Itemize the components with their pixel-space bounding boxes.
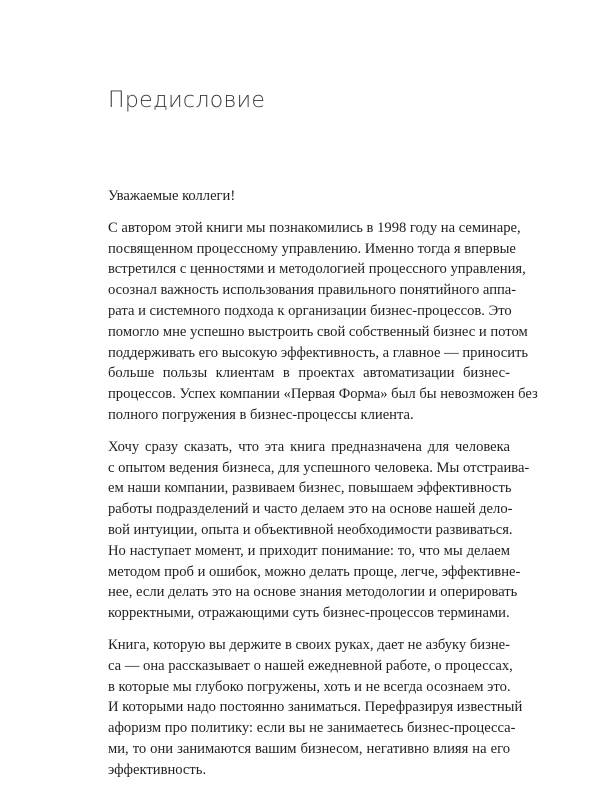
text-line: вой интуиции, опыта и объективной необходимости развиваться.	[108, 521, 513, 538]
text-line: са — она рассказывает о нашей ежедневной работе, о процессах,	[108, 657, 513, 674]
text-line: С автором этой книги мы познакомились в 1998 году на семинаре,	[108, 219, 521, 236]
text-line: встретился с ценностями и методологией процессного управления,	[108, 261, 526, 278]
text-line: Хочу сразу сказать, что эта книга предназначена для человека	[108, 438, 510, 455]
greeting: Уважаемые коллеги!	[108, 188, 236, 204]
text-line: работы подразделений и часто делаем это на основе нашей дело-	[108, 501, 513, 518]
text-line: корректными, отражающими суть бизнес-процессов терминами.	[108, 605, 510, 622]
foreword-body	[108, 186, 538, 792]
text-line: в которые мы глубоко погружены, хоть и не всегда осознаем это.	[108, 678, 511, 695]
text-line: Но наступает момент, и приходит понимание: то, что мы делаем	[108, 542, 510, 559]
chapter-title: Предисловие	[108, 88, 266, 113]
text-line: афоризм про политику: если вы не занимаетесь бизнес-процесса-	[108, 720, 516, 737]
text-line: с опытом ведения бизнеса, для успешного человека. Мы отстраива-	[108, 459, 530, 476]
text-line: методом проб и ошибок, можно делать проще, легче, эффективне-	[108, 563, 521, 580]
text-line: ем наши компании, развиваем бизнес, повышаем эффективность	[108, 480, 512, 497]
text-line: больше пользы клиентам в проектах автоматизации бизнес-	[108, 365, 510, 382]
text-line: нее, если делать это на основе знания методологии и оперировать	[108, 584, 518, 601]
text-line: полного погружения в бизнес-процессы клиента.	[108, 406, 414, 423]
paragraph-2	[108, 437, 530, 624]
text-line: осознал важность использования правильного понятийного аппа-	[108, 282, 517, 299]
text-line: И которыми надо постоянно заниматься. Перефразируя известный	[108, 699, 523, 716]
paragraph-3	[108, 635, 523, 781]
text-line: рата и системного подхода к организации бизнес-процессов. Это	[108, 302, 512, 319]
text-line: поддерживать его высокую эффективность, а главное — приносить	[108, 344, 529, 361]
paragraph-1	[108, 218, 538, 426]
text-line: посвященном процессному управлению. Именно тогда я впервые	[108, 240, 516, 257]
text-line: ми, то они занимаются вашим бизнесом, негативно влияя на его	[108, 740, 510, 757]
text-line: помогло мне успешно выстроить свой собственный бизнес и потом	[108, 323, 528, 340]
text-line: эффективность.	[108, 761, 207, 778]
text-line: Книга, которую вы держите в своих руках, дает не азбуку бизне-	[108, 636, 510, 653]
text-line: процессов. Успех компании «Первая Форма» был бы невозможен без	[108, 386, 538, 403]
